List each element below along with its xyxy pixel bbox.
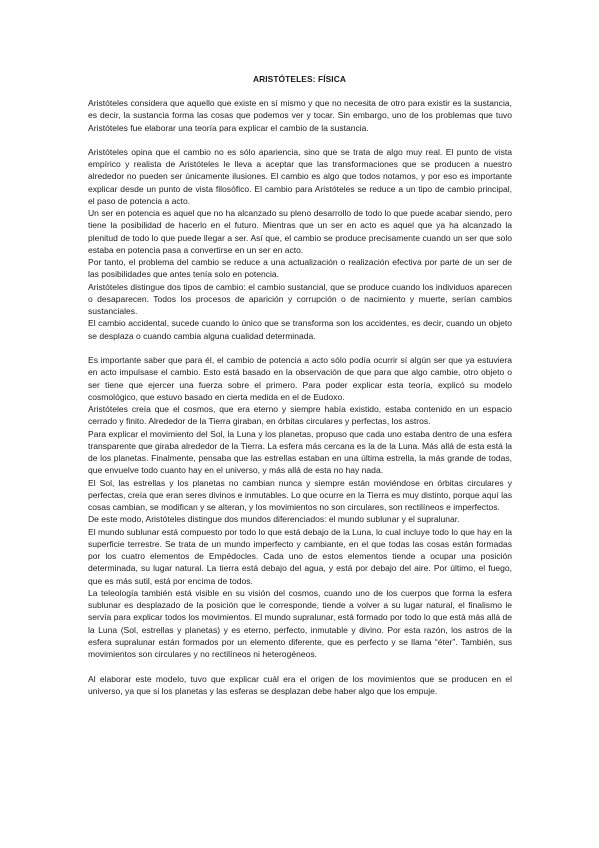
paragraph-cambio-sustancial: Aristóteles distingue dos tipos de cambio: el cambio sustancial, que se produce cuando los individuos aparecen o desaparecen. Todos los procesos de aparición y corrupción o de nacimiento y muerte, serían cambios sustanciales. [88,281,512,317]
paragraph-gap [88,342,512,354]
paragraph-astros-divinos: El Sol, las estrellas y los planetas no cambian nunca y siempre están moviéndose en órbitas circulares y perfectas, creía que eran seres divinos e inmutables. Lo que ocurre en la Tierra es muy distinto, porque aquí las cosas cambian, se modifican y se alteran, y los movimientos no son circulares, son rectilíneos e imperfectos. [88,477,512,513]
paragraph-impulso-cambio: Es importante saber que para él, el cambio de potencia a acto sólo podía ocurrir sí algún ser que ya estuviera en acto impulsase el cambio. Esto está basado en la observación de que para que algo cambie, otro objeto o ser tiene que ejercer una fuerza sobre el primero. Para poder explicar esta teoría, explicó su modelo cosmológico, que estuvo basado en cierta medida en el de Eudoxo. [88,355,512,402]
paragraph-cambio-real: Aristóteles opina que el cambio no es sólo apariencia, sino que se trata de algo muy real. El punto de vista empírico y realista de Aristóteles le lleva a aceptar que las transformaciones que se producen a nuestro alrededor no pueden ser únicamente ilusiones. El cambio es algo que todos notamos, y por eso es importante explicar desde un punto de vista filosófico. El cambio para Aristóteles se reduce a un tipo de cambio principal, el paso de potencia a acto. [88,146,512,206]
document-title: ARISTÓTELES: FÍSICA [252,74,347,84]
paragraph-teleologia: La teleología también está visible en su visión del cosmos, cuando uno de los cuerpos que forma la esfera sublunar es desplazado de la posición que le corresponde, tiende a volver a su lugar natural, el finalismo le servía para explicar todos los movimientos. El mundo supralunar, está formado por todo lo que está más allá de la Luna (Sol, estrellas y planetas) y es eterno, perfecto, inmutable y divino. Por esta razón, los astros de la esfera supralunar están formados por un elemento diferente, que es perfecto y se llama “éter”. También, sus movimientos son circulares y no rectilíneos ni heterogéneos. [88,587,512,660]
paragraph-origen-movimientos: Al elaborar este modelo, tuvo que explicar cuál era el origen de los movimientos que se producen en el universo, ya que si los planetas y las esferas se desplazan debe haber algo que los empuje. [88,673,512,696]
paragraph-potencia-acto: Un ser en potencia es aquel que no ha alcanzado su pleno desarrollo de todo lo que puede acabar siendo, pero tiene la posibilidad de hacerlo en el futuro. Mientras que un ser en acto es aquel que ya ha alcanzado la plenitud de todo lo que puede llegar a ser. Así que, el cambio se produce precisamente cuando un ser que solo estaba en potencia pasa a convertirse en un ser en acto. [88,208,512,255]
document-body [88,97,512,697]
paragraph-dos-mundos: De este modo, Aristóteles distingue dos mundos diferenciados: el mundo sublunar y el supralunar. [88,514,460,525]
paragraph-actualizacion: Por tanto, el problema del cambio se reduce a una actualización o realización efectiva por parte de un ser de las posibilidades que antes tenía solo en potencia. [88,257,512,280]
paragraph-cambio-accidental: El cambio accidental, sucede cuando lo único que se transforma son los accidentes, es decir, cuando un objeto se desplaza o cuando cambia alguna cualidad determinada. [88,318,512,341]
paragraph-sustancia: Aristóteles considera que aquello que existe en sí mismo y que no necesita de otro para existir es la sustancia, es decir, la sustancia forma las cosas que podemos ver y tocar. Sin embargo, uno de los problemas que tuvo Aristóteles fue elaborar una teoría para explicar el cambio de la sustancia. [88,98,512,133]
paragraph-cosmos-finito: Aristóteles creía que el cosmos, que era eterno y siempre había existido, estaba contenido en un espacio cerrado y finito. Alrededor de la Tierra giraban, en órbitas circulares y perfectas, los astros. [88,404,512,427]
paragraph-gap [88,660,512,672]
paragraph-mundo-sublunar: El mundo sublunar está compuesto por todo lo que está debajo de la Luna, lo cual incluye todo lo que hay en la superficie terrestre. Se trata de un mundo imperfecto y cambiante, en el que todas las cosas están formadas por los cuatro elementos de Empédocles. Cada uno de estos elementos tiende a ocupar una posición determinada, su lugar natural. La tierra está debajo del agua, y está por debajo del aire. Por último, el fuego, que es más sutil, está por encima de todos. [88,526,512,586]
paragraph-esferas: Para explicar el movimiento del Sol, la Luna y los planetas, propuso que cada uno estaba dentro de una esfera transparente que giraba alrededor de la Tierra. La esfera más cercana es la de la Luna. Más allá de esta está la de los planetas. Finalmente, pensaba que las estrellas estaban en una última estrella, la más grande de todas, que envuelve todo cuanto hay en el universo, y más allá de esta no hay nada. [88,428,512,476]
paragraph-gap [88,134,512,146]
